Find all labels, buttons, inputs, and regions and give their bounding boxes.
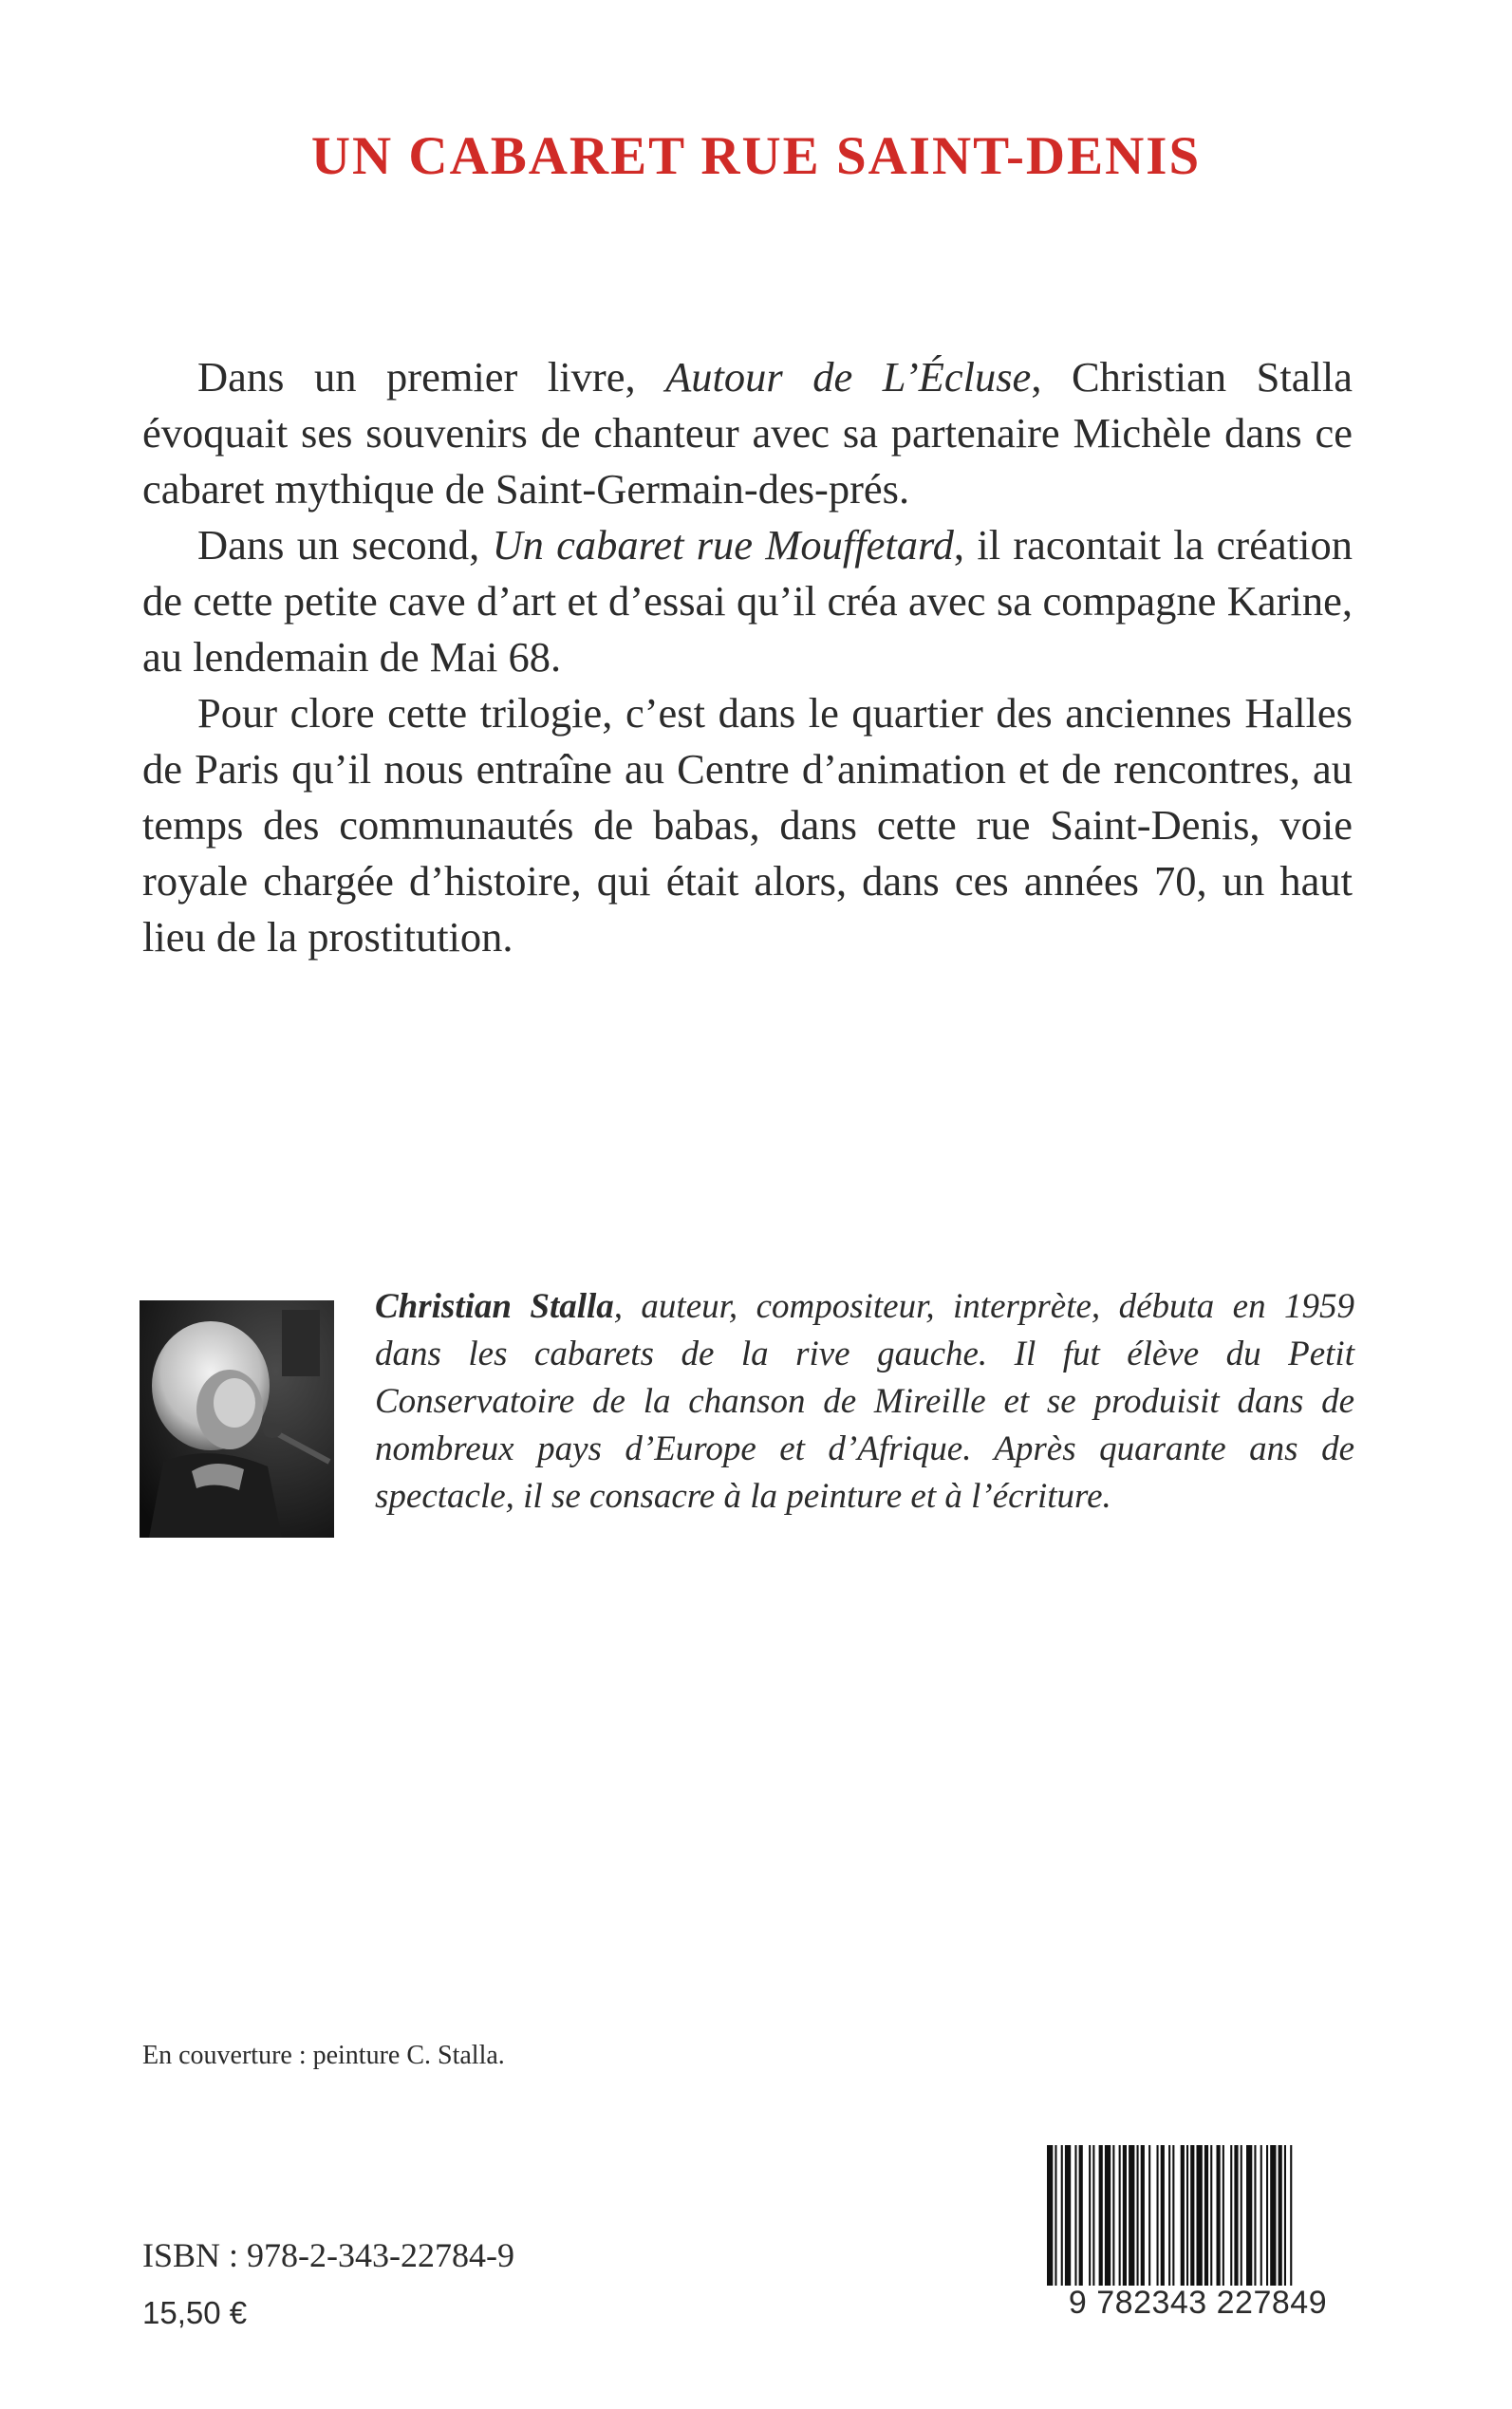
author-biography: Christian Stalla, auteur, compositeur, interprète, débuta en 1959 dans les cabarets de la rive gauche. Il fut élève du Petit Conservatoire de la chanson de Mireille et se produisit dans de nombreux pays d’Europe et d’Afrique. Après quarante ans de spectacle, il se consacre à la peinture et à l’écriture.: [375, 1287, 1354, 1516]
barcode-bar: [1290, 2145, 1292, 2288]
barcode-bar: [1065, 2145, 1071, 2288]
barcode-bar: [1079, 2145, 1083, 2288]
barcode-bar: [1161, 2145, 1165, 2288]
book-title: UN CABARET RUE SAINT-DENIS: [310, 126, 1202, 186]
barcode-bar: [1204, 2145, 1208, 2288]
barcode-number: 9 782343 227849: [1041, 2286, 1354, 2320]
barcode-bar: [1055, 2145, 1056, 2288]
barcode-bars: [1041, 2145, 1354, 2288]
barcode-bar: [1119, 2145, 1121, 2288]
barcode-bar: [1234, 2145, 1238, 2288]
barcode-bar: [1217, 2145, 1221, 2288]
barcode-bar: [1266, 2145, 1268, 2288]
barcode-bar: [1246, 2145, 1252, 2288]
barcode-bar: [1230, 2145, 1232, 2288]
barcode-bar: [1241, 2145, 1242, 2288]
barcode-bar: [1260, 2145, 1262, 2288]
barcode-bar: [1172, 2145, 1174, 2288]
author-name: Christian Stalla: [375, 1287, 614, 1326]
barcode-bar: [1123, 2145, 1127, 2288]
barcode-bar: [1099, 2145, 1103, 2288]
author-photo: [140, 1300, 334, 1538]
back-cover-blurb: [142, 349, 1353, 965]
barcode-bar: [1223, 2145, 1224, 2288]
barcode-bar: [1157, 2145, 1159, 2288]
book-reference-1: Autour de L’Écluse: [665, 353, 1032, 401]
isbn-number: ISBN : 978-2-343-22784-9: [142, 2236, 514, 2274]
barcode-bar: [1074, 2145, 1076, 2288]
barcode-bar: [1254, 2145, 1256, 2288]
barcode-bar: [1168, 2145, 1170, 2288]
barcode-bar: [1210, 2145, 1212, 2288]
barcode-bar: [1137, 2145, 1139, 2288]
barcode-bar: [1061, 2145, 1063, 2288]
barcode-bar: [1181, 2145, 1185, 2288]
blurb-paragraph-3: Pour clore cette trilogie, c’est dans le quartier des anciennes Halles de Paris qu’il nous entraîne au Centre d’animation et de rencontres, au temps des communautés de babas, dans cette rue Saint-Denis, voie royale chargée d’histoire, qui était alors, dans ces années 70, un haut lieu de la prostitution.: [142, 689, 1353, 961]
barcode-bar: [1092, 2145, 1094, 2288]
barcode-bar: [1105, 2145, 1111, 2288]
barcode-bar: [1047, 2145, 1053, 2288]
barcode-bar: [1284, 2145, 1286, 2288]
barcode-bar: [1089, 2145, 1091, 2288]
book-reference-2: Un cabaret rue Mouffetard: [492, 521, 954, 569]
blurb-paragraph-1: Dans un premier livre, Autour de L’Écluse, Christian Stalla évoquait ses souvenirs de chanteur avec sa partenaire Michèle dans ce cabaret mythique de Saint-Germain-des-prés.: [142, 353, 1353, 513]
barcode-bar: [1141, 2145, 1145, 2288]
barcode-bar: [1112, 2145, 1114, 2288]
book-price: 15,50 €: [142, 2295, 248, 2330]
author-portrait-image: [140, 1300, 334, 1538]
barcode-bar: [1270, 2145, 1276, 2288]
barcode-bar: [1197, 2145, 1203, 2288]
barcode-bar: [1148, 2145, 1150, 2288]
barcode-bar: [1129, 2145, 1134, 2288]
cover-credit: En couverture : peinture C. Stalla.: [142, 2041, 505, 2070]
barcode-bar: [1279, 2145, 1282, 2288]
blurb-paragraph-2: Dans un second, Un cabaret rue Mouffetard, il racontait la création de cette petite cave d’art et d’essai qu’il créa avec sa compagne Karine, au lendemain de Mai 68.: [142, 521, 1353, 681]
barcode-bar: [1190, 2145, 1194, 2288]
barcode-bar: [1186, 2145, 1188, 2288]
